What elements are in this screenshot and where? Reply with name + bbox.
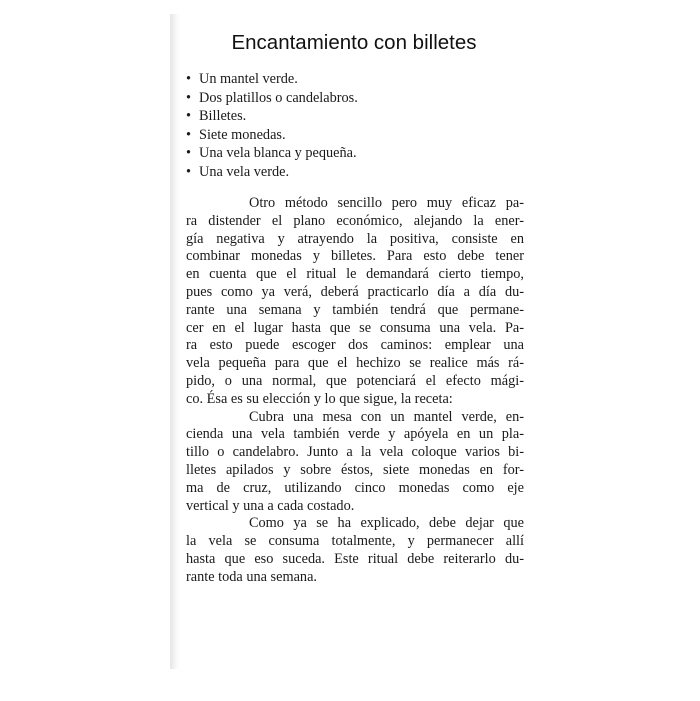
text-line: ra esto puede escoger dos caminos: emplear una xyxy=(186,337,524,354)
list-item-text: Billetes. xyxy=(199,108,247,124)
list-item-text: Dos platillos o candelabros. xyxy=(199,89,358,106)
text-line: vela pequeña para que el hechizo se realice más rá- xyxy=(186,355,524,372)
list-item xyxy=(186,70,526,89)
list-item xyxy=(186,89,526,108)
text-line: gía negativa y atrayendo la positiva, consiste en xyxy=(186,230,524,247)
page-title: Encantamiento con billetes xyxy=(231,31,477,54)
text-line: Como ya se ha explicado, debe dejar que xyxy=(249,515,524,532)
materials-list xyxy=(186,70,526,181)
bullet-icon: • xyxy=(186,163,192,180)
text-line: ra distender el plano económico, alejando la ener- xyxy=(186,212,524,229)
page-gutter-shadow xyxy=(170,14,180,669)
text-line: hasta que eso suceda. Este ritual debe reiterarlo du- xyxy=(186,550,524,567)
list-item-text: Una vela blanca y pequeña. xyxy=(199,145,357,161)
text-line: rante una semana y también tendrá que permane- xyxy=(186,301,524,318)
body-text xyxy=(186,195,524,587)
list-item-text: Una vela verde. xyxy=(199,163,290,180)
list-item xyxy=(186,107,526,126)
text-line: tillo o candelabro. Junto a la vela coloque varios bi- xyxy=(186,444,524,461)
text-line: ma de cruz, utilizando cinco monedas como eje xyxy=(186,479,524,496)
bullet-icon: • xyxy=(186,71,192,87)
text-line: pues como ya verá, deberá practicarlo día a día du- xyxy=(186,283,524,300)
text-line: Otro método sencillo pero muy eficaz pa- xyxy=(249,195,524,211)
text-line: pido, o una normal, que potenciará el efecto mági- xyxy=(186,372,524,389)
bullet-icon: • xyxy=(186,89,192,106)
bullet-icon: • xyxy=(186,126,192,143)
text-line: Cubra una mesa con un mantel verde, en- xyxy=(249,408,524,425)
text-line: lletes apilados y sobre éstos, siete monedas en for- xyxy=(186,461,524,478)
text-line: en cuenta que el ritual le demandará cierto tiempo, xyxy=(186,266,524,283)
text-line: cienda una vela también verde y apóyela en un pla- xyxy=(186,426,524,443)
list-item-text: Siete monedas. xyxy=(199,126,286,143)
bullet-icon: • xyxy=(186,145,192,161)
list-item xyxy=(186,144,526,163)
bullet-icon: • xyxy=(186,108,192,124)
text-line: rante toda una semana. xyxy=(186,568,317,585)
list-item xyxy=(186,126,526,145)
text-line: vertical y una a cada costado. xyxy=(186,497,355,514)
text-line: la vela se consuma totalmente, y permanecer allí xyxy=(186,533,524,550)
text-line: combinar monedas y billetes. Para esto debe tener xyxy=(186,248,524,265)
list-item-text: Un mantel verde. xyxy=(199,71,298,87)
text-line: cer en el lugar hasta que se consuma una vela. Pa- xyxy=(186,319,524,336)
list-item xyxy=(186,163,526,182)
text-line: co. Ésa es su elección y lo que sigue, la receta: xyxy=(186,390,453,407)
